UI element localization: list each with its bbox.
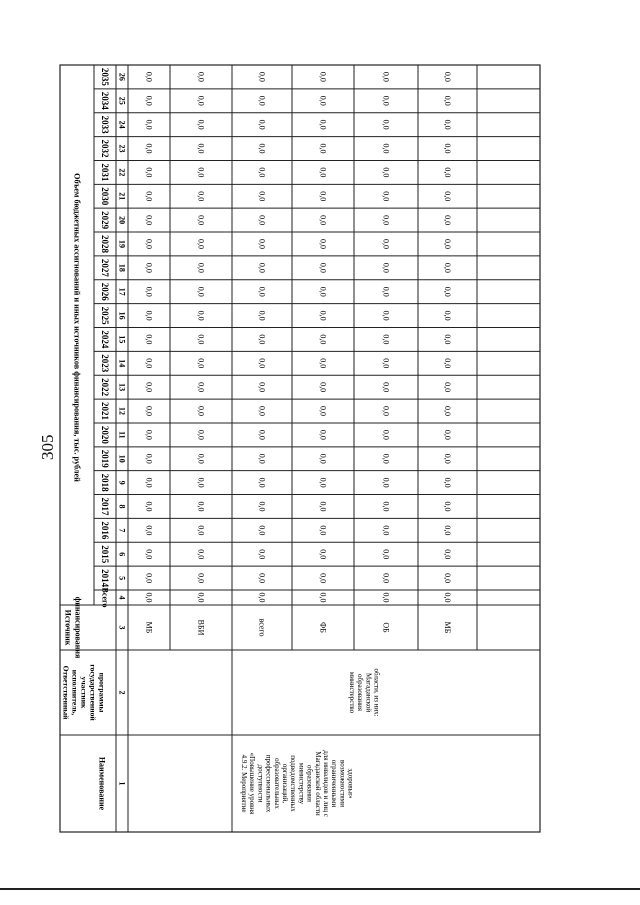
value-cell: 0,0 — [196, 477, 206, 488]
year-label: 2021 — [100, 402, 110, 421]
column-number: 12 — [117, 407, 127, 416]
value-cell: 0,0 — [381, 191, 391, 202]
year-label: 2022 — [100, 378, 110, 397]
value-cell: 0,0 — [257, 191, 267, 202]
column-number: 16 — [117, 311, 127, 320]
value-cell: 0,0 — [144, 453, 154, 464]
value-cell: 0,0 — [318, 238, 328, 249]
value-cell: 0,0 — [443, 119, 452, 130]
value-cell: 0,0 — [443, 95, 452, 106]
value-cell: 0,0 — [257, 501, 267, 512]
value-cell: 0,0 — [257, 310, 267, 321]
column-number: 6 — [117, 552, 127, 557]
column-number: 14 — [117, 359, 127, 368]
measure-name-line: «Повышение уровня — [248, 752, 257, 815]
value-cell: 0,0 — [196, 262, 206, 273]
value-cell: 0,0 — [318, 143, 328, 154]
column-number: 20 — [117, 216, 127, 225]
column-number: 7 — [117, 528, 127, 533]
value-cell: 0,0 — [257, 215, 267, 226]
value-cell: 0,0 — [318, 592, 328, 603]
value-cell: 0,0 — [196, 453, 206, 464]
measure-responsible-line: Магаданской — [364, 672, 373, 713]
value-cell: 0,0 — [196, 406, 206, 417]
value-cell: 0,0 — [257, 549, 267, 560]
value-cell: 0,0 — [196, 286, 206, 297]
value-cell: 0,0 — [257, 573, 267, 584]
value-cell: 0,0 — [381, 238, 391, 249]
value-cell: 0,0 — [318, 501, 328, 512]
value-cell: 0,0 — [257, 525, 267, 536]
source-header: финансирования — [73, 596, 83, 659]
value-cell: 0,0 — [196, 310, 206, 321]
value-cell: 0,0 — [257, 477, 267, 488]
year-label: 2030 — [100, 187, 110, 206]
value-cell: 0,0 — [257, 95, 267, 106]
measure-name-line: возможностями — [338, 760, 347, 807]
value-cell: 0,0 — [257, 453, 267, 464]
value-cell: 0,0 — [381, 406, 391, 417]
year-label: 2028 — [100, 234, 110, 253]
value-cell: 0,0 — [381, 501, 391, 512]
value-cell: 0,0 — [443, 525, 452, 536]
column-number: 9 — [117, 480, 127, 485]
table-frame — [60, 65, 540, 832]
year-label: 2035 — [100, 67, 110, 86]
value-cell: 0,0 — [318, 358, 328, 369]
value-cell: 0,0 — [443, 286, 452, 297]
column-number: 1 — [117, 781, 127, 786]
value-cell: 0,0 — [144, 382, 154, 393]
measure-name-line: образования — [305, 765, 314, 802]
value-cell: 0,0 — [196, 525, 206, 536]
source-header: Источник — [63, 609, 73, 646]
value-cell: 0,0 — [381, 477, 391, 488]
value-cell: 0,0 — [443, 477, 452, 488]
value-cell: 0,0 — [381, 167, 391, 178]
year-label: 2031 — [100, 163, 110, 182]
value-cell: 0,0 — [196, 191, 206, 202]
measure-name-line: доступности — [256, 764, 265, 803]
value-cell: 0,0 — [144, 95, 154, 106]
value-cell: 0,0 — [144, 238, 154, 249]
year-label: 2017 — [100, 497, 110, 516]
value-cell: 0,0 — [257, 592, 267, 603]
value-cell: 0,0 — [318, 406, 328, 417]
value-cell: 0,0 — [318, 119, 328, 130]
value-cell: 0,0 — [381, 71, 391, 82]
value-cell: 0,0 — [318, 71, 328, 82]
value-cell: 0,0 — [144, 71, 154, 82]
value-cell: 0,0 — [196, 334, 206, 345]
value-cell: 0,0 — [381, 573, 391, 584]
value-cell: 0,0 — [144, 143, 154, 154]
column-number: 5 — [117, 576, 127, 581]
value-cell: 0,0 — [144, 358, 154, 369]
value-cell: 0,0 — [443, 238, 452, 249]
column-number: 4 — [117, 595, 127, 600]
value-cell: 0,0 — [257, 143, 267, 154]
value-cell: 0,0 — [443, 191, 452, 202]
value-cell: 0,0 — [144, 592, 154, 603]
value-cell: 0,0 — [257, 119, 267, 130]
year-label: 2033 — [100, 115, 110, 134]
source-cell: ВБИ — [196, 619, 206, 636]
measure-name-line: подведомственных — [289, 755, 298, 812]
value-cell: 0,0 — [318, 310, 328, 321]
responsible-header: исполнитель, — [70, 669, 80, 716]
value-cell: 0,0 — [257, 429, 267, 440]
source-cell: МБ — [144, 621, 154, 634]
value-cell: 0,0 — [318, 191, 328, 202]
value-cell: 0,0 — [381, 262, 391, 273]
year-label: 2018 — [100, 473, 110, 492]
value-cell: 0,0 — [144, 167, 154, 178]
value-cell: 0,0 — [196, 429, 206, 440]
value-cell: 0,0 — [144, 334, 154, 345]
value-cell: 0,0 — [144, 573, 154, 584]
value-cell: 0,0 — [318, 453, 328, 464]
measure-name-line: образовательных — [272, 758, 281, 809]
value-cell: 0,0 — [257, 406, 267, 417]
value-cell: 0,0 — [443, 167, 452, 178]
value-cell: 0,0 — [318, 95, 328, 106]
value-cell: 0,0 — [144, 191, 154, 202]
bottom-rule — [0, 888, 640, 890]
group-header: Объем бюджетных ассигнований и иных источников финансирования, тыс. рублей — [72, 173, 82, 482]
year-label: 2024 — [100, 330, 110, 349]
value-cell: 0,0 — [144, 215, 154, 226]
value-cell: 0,0 — [318, 477, 328, 488]
value-cell: 0,0 — [318, 429, 328, 440]
value-cell: 0,0 — [443, 358, 452, 369]
value-cell: 0,0 — [196, 358, 206, 369]
value-cell: 0,0 — [443, 501, 452, 512]
column-number: 23 — [117, 144, 127, 153]
value-cell: 0,0 — [443, 549, 452, 560]
column-number: 22 — [117, 168, 127, 177]
measure-name-line: здоровья» — [346, 768, 355, 799]
measure-responsible-line: области, из них: — [372, 668, 381, 717]
value-cell: 0,0 — [381, 382, 391, 393]
measure-name-line: Магаданской области — [313, 751, 322, 816]
responsible-header: государственной — [88, 664, 98, 721]
measure-name-line: профессиональных — [264, 754, 273, 813]
value-cell: 0,0 — [196, 592, 206, 603]
column-number: 3 — [117, 625, 127, 630]
value-cell: 0,0 — [144, 477, 154, 488]
value-cell: 0,0 — [381, 525, 391, 536]
value-cell: 0,0 — [318, 334, 328, 345]
value-cell: 0,0 — [144, 549, 154, 560]
value-cell: 0,0 — [318, 167, 328, 178]
name-header: Наименование — [97, 756, 107, 811]
value-cell: 0,0 — [443, 382, 452, 393]
column-number: 19 — [117, 239, 127, 248]
responsible-header: программы — [97, 672, 107, 713]
column-number: 24 — [117, 120, 127, 129]
value-cell: 0,0 — [144, 286, 154, 297]
column-number: 10 — [117, 454, 127, 463]
measure-name-line: министерству — [297, 762, 306, 805]
value-cell: 0,0 — [443, 143, 452, 154]
value-cell: 0,0 — [257, 382, 267, 393]
value-cell: 0,0 — [443, 262, 452, 273]
value-cell: 0,0 — [318, 382, 328, 393]
responsible-header: Ответственный — [61, 665, 71, 720]
value-cell: 0,0 — [443, 71, 452, 82]
measure-name-line: 4.9.2. Мероприятие — [240, 754, 248, 813]
value-cell: 0,0 — [318, 286, 328, 297]
value-cell: 0,0 — [196, 238, 206, 249]
value-cell: 0,0 — [381, 358, 391, 369]
value-cell: 0,0 — [144, 262, 154, 273]
column-number: 18 — [117, 263, 127, 272]
measure-name-line: организаций, — [281, 763, 289, 804]
value-cell: 0,0 — [381, 453, 391, 464]
value-cell: 0,0 — [381, 95, 391, 106]
value-cell: 0,0 — [257, 262, 267, 273]
column-number: 15 — [117, 335, 127, 344]
measure-responsible-line: министерство — [348, 671, 356, 714]
value-cell: 0,0 — [257, 238, 267, 249]
value-cell: 0,0 — [381, 286, 391, 297]
total-label: Всего — [100, 587, 110, 608]
year-label: 2027 — [100, 258, 110, 277]
value-cell: 0,0 — [196, 382, 206, 393]
value-cell: 0,0 — [196, 549, 206, 560]
year-label: 2023 — [100, 354, 110, 373]
column-number: 13 — [117, 383, 127, 392]
source-cell: ФБ — [318, 622, 328, 633]
value-cell: 0,0 — [318, 525, 328, 536]
year-label: 2032 — [100, 139, 110, 158]
year-label: 2014 — [100, 569, 110, 588]
value-cell: 0,0 — [196, 71, 206, 82]
column-number: 2 — [117, 690, 127, 695]
value-cell: 0,0 — [443, 592, 452, 603]
value-cell: 0,0 — [318, 573, 328, 584]
source-cell: ОБ — [381, 622, 391, 633]
column-number: 26 — [117, 72, 127, 81]
value-cell: 0,0 — [196, 573, 206, 584]
source-cell: всего — [257, 618, 267, 637]
value-cell: 0,0 — [318, 549, 328, 560]
value-cell: 0,0 — [381, 334, 391, 345]
year-label: 2016 — [100, 521, 110, 540]
column-number: 25 — [117, 96, 127, 105]
value-cell: 0,0 — [381, 215, 391, 226]
value-cell: 0,0 — [257, 167, 267, 178]
year-label: 2029 — [100, 211, 110, 230]
value-cell: 0,0 — [318, 215, 328, 226]
value-cell: 0,0 — [318, 262, 328, 273]
value-cell: 0,0 — [443, 310, 452, 321]
value-cell: 0,0 — [196, 501, 206, 512]
value-cell: 0,0 — [144, 310, 154, 321]
value-cell: 0,0 — [144, 119, 154, 130]
measure-name-line: для инвалидов и лиц с — [322, 750, 330, 817]
column-number: 21 — [117, 192, 127, 201]
year-label: 2025 — [100, 306, 110, 325]
column-number: 8 — [117, 504, 127, 509]
value-cell: 0,0 — [443, 573, 452, 584]
value-cell: 0,0 — [196, 143, 206, 154]
year-label: 2015 — [100, 545, 110, 564]
value-cell: 0,0 — [144, 501, 154, 512]
value-cell: 0,0 — [381, 549, 391, 560]
value-cell: 0,0 — [196, 95, 206, 106]
value-cell: 0,0 — [381, 310, 391, 321]
value-cell: 0,0 — [144, 406, 154, 417]
value-cell: 0,0 — [381, 119, 391, 130]
responsible-header: участник — [79, 676, 89, 709]
value-cell: 0,0 — [196, 119, 206, 130]
value-cell: 0,0 — [257, 71, 267, 82]
measure-name-line: ограниченными — [330, 759, 339, 808]
value-cell: 0,0 — [381, 592, 391, 603]
value-cell: 0,0 — [443, 215, 452, 226]
value-cell: 0,0 — [443, 429, 452, 440]
value-cell: 0,0 — [144, 429, 154, 440]
value-cell: 0,0 — [443, 406, 452, 417]
value-cell: 0,0 — [257, 286, 267, 297]
value-cell: 0,0 — [257, 358, 267, 369]
column-number: 11 — [117, 431, 127, 439]
value-cell: 0,0 — [196, 215, 206, 226]
value-cell: 0,0 — [381, 143, 391, 154]
value-cell: 0,0 — [443, 453, 452, 464]
value-cell: 0,0 — [196, 167, 206, 178]
column-number: 17 — [117, 287, 127, 296]
measure-responsible-line: образования — [356, 674, 365, 711]
value-cell: 0,0 — [443, 334, 452, 345]
value-cell: 0,0 — [257, 334, 267, 345]
year-label: 2019 — [100, 449, 110, 468]
year-label: 2026 — [100, 282, 110, 301]
year-label: 2020 — [100, 425, 110, 444]
year-label: 2034 — [100, 91, 110, 110]
page-number: 305 — [38, 434, 57, 460]
value-cell: 0,0 — [144, 525, 154, 536]
value-cell: 0,0 — [381, 429, 391, 440]
source-cell: МБ — [443, 621, 452, 634]
